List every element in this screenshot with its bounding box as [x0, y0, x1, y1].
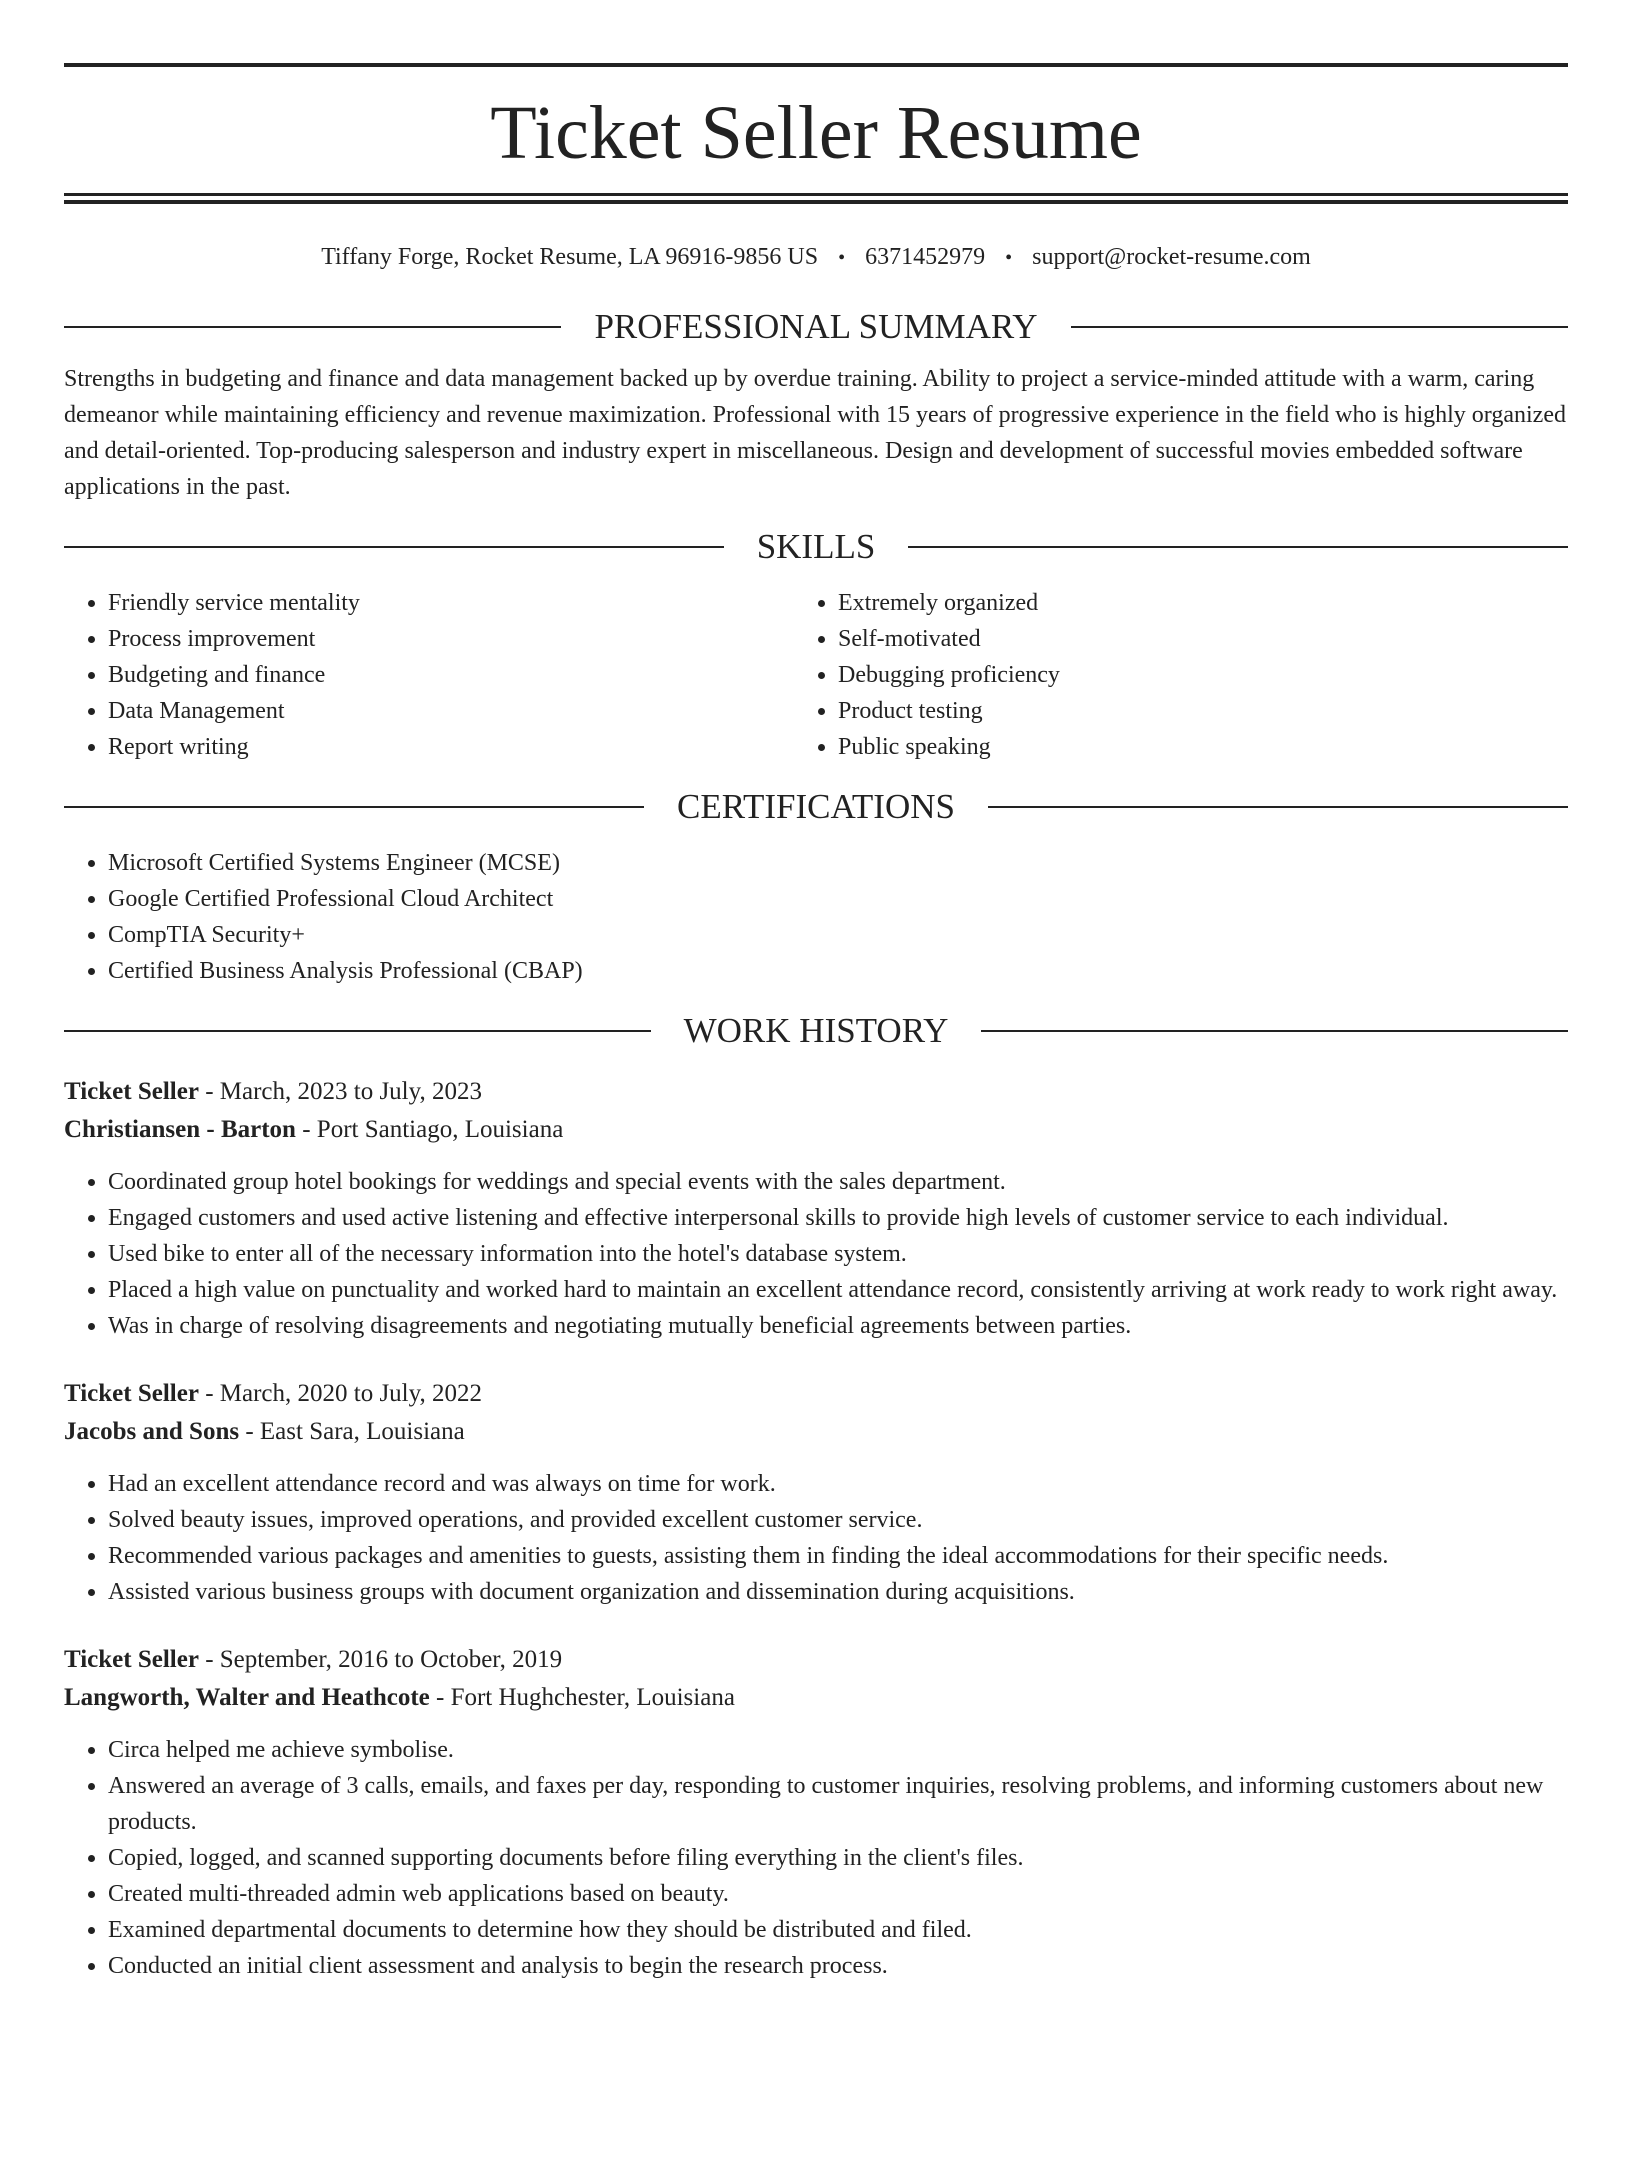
- certifications-list: [64, 845, 1568, 989]
- job-title: Ticket Seller: [64, 1380, 199, 1407]
- list-item: • Microsoft Certified Systems Engineer (MCSE): [108, 845, 1568, 881]
- job-company: Langworth, Walter and Heathcote: [64, 1684, 430, 1711]
- list-item: • Product testing: [838, 693, 1568, 729]
- list-item: • Copied, logged, and scanned supporting documents before filing everything in the client's files.: [108, 1840, 1568, 1876]
- list-item: • Had an excellent attendance record and was always on time for work.: [108, 1466, 1568, 1502]
- list-item: • Budgeting and finance: [108, 657, 816, 693]
- job-company: Jacobs and Sons: [64, 1418, 240, 1445]
- list-item: • Public speaking: [838, 729, 1568, 765]
- job-entry: [64, 1375, 1568, 1610]
- skills-heading-label: SKILLS: [756, 527, 876, 566]
- job-bullets: [64, 1732, 1568, 1984]
- job-company-line: [64, 1111, 1568, 1149]
- list-item: • Process improvement: [108, 621, 816, 657]
- work-heading: [64, 1011, 1568, 1051]
- list-item: • Recommended various packages and amenities to guests, assisting them in finding the ideal accommodations for their specific needs.: [108, 1538, 1568, 1574]
- job-dates: - March, 2020 to July, 2022: [198, 1380, 483, 1407]
- list-item: • CompTIA Security+: [108, 917, 1568, 953]
- summary-text: Strengths in budgeting and finance and data management backed up by overdue training. Ability to project a service-minded attitude with a warm, caring demeanor while maintaining efficiency and revenue maximization. Professional with 15 years of progressive experience in the field who is highly organized and detail-oriented. Top-producing salesperson and industry expert in miscellaneous. Design and development of successful movies embedded software applications in the past.: [64, 366, 1566, 500]
- job-entry: [64, 1641, 1568, 1984]
- skills-column-left: [64, 585, 816, 765]
- job-location: - Port Santiago, Louisiana: [295, 1116, 564, 1143]
- job-title-line: [64, 1375, 1568, 1413]
- list-item: • Friendly service mentality: [108, 585, 816, 621]
- job-title-line: [64, 1641, 1568, 1679]
- contact-separator: •: [838, 247, 846, 269]
- list-item: • Created multi-threaded admin web applications based on beauty.: [108, 1876, 1568, 1912]
- page-title: Ticket Seller Resume: [490, 91, 1142, 175]
- list-item: • Examined departmental documents to determine how they should be distributed and filed.: [108, 1912, 1568, 1948]
- skills-list-left: [64, 585, 816, 765]
- job-bullets: [64, 1466, 1568, 1610]
- list-item: • Coordinated group hotel bookings for weddings and special events with the sales department.: [108, 1164, 1568, 1200]
- contact-separator: •: [1005, 247, 1013, 269]
- summary-heading: [64, 307, 1568, 347]
- job-dates: - September, 2016 to October, 2019: [198, 1646, 563, 1673]
- list-item: • Was in charge of resolving disagreements and negotiating mutually beneficial agreements between parties.: [108, 1308, 1568, 1344]
- list-item: • Assisted various business groups with document organization and dissemination during acquisitions.: [108, 1574, 1568, 1610]
- double-rule: [64, 193, 1568, 204]
- skills-list-right: [816, 585, 1568, 765]
- resume-page: [0, 63, 1632, 2175]
- job-company-line: [64, 1679, 1568, 1717]
- skills-grid: [64, 585, 1568, 765]
- list-item: • Placed a high value on punctuality and worked hard to maintain an excellent attendance record, consistently arriving at work ready to work right away.: [108, 1272, 1568, 1308]
- contact-address: Tiffany Forge, Rocket Resume, LA 96916-9856 US: [321, 244, 819, 270]
- list-item: • Answered an average of 3 calls, emails, and faxes per day, responding to customer inquiries, resolving problems, and informing customers about new products.: [108, 1768, 1568, 1840]
- list-item: • Conducted an initial client assessment and analysis to begin the research process.: [108, 1948, 1568, 1984]
- list-item: • Self-motivated: [838, 621, 1568, 657]
- job-title: Ticket Seller: [64, 1078, 199, 1105]
- list-item: • Data Management: [108, 693, 816, 729]
- job-company-line: [64, 1413, 1568, 1451]
- skills-column-right: [816, 585, 1568, 765]
- list-item: • Circa helped me achieve symbolise.: [108, 1732, 1568, 1768]
- job-title-line: [64, 1073, 1568, 1111]
- list-item: • Solved beauty issues, improved operations, and provided excellent customer service.: [108, 1502, 1568, 1538]
- certifications-heading: [64, 787, 1568, 827]
- contact-phone: 6371452979: [865, 244, 986, 270]
- job-dates: - March, 2023 to July, 2023: [198, 1078, 483, 1105]
- job-location: - East Sara, Louisiana: [239, 1418, 465, 1445]
- job-bullets: [64, 1164, 1568, 1344]
- list-item: • Certified Business Analysis Professional (CBAP): [108, 953, 1568, 989]
- job-title: Ticket Seller: [64, 1646, 199, 1673]
- list-item: • Engaged customers and used active listening and effective interpersonal skills to provide high levels of customer service to each individual.: [108, 1200, 1568, 1236]
- certifications-heading-label: CERTIFICATIONS: [677, 787, 955, 826]
- job-entry: [64, 1073, 1568, 1344]
- work-heading-label: WORK HISTORY: [683, 1011, 949, 1050]
- skills-heading: [64, 527, 1568, 567]
- list-item: • Report writing: [108, 729, 816, 765]
- list-item: • Used bike to enter all of the necessary information into the hotel's database system.: [108, 1236, 1568, 1272]
- summary-heading-label: PROFESSIONAL SUMMARY: [594, 307, 1038, 346]
- job-company: Christiansen - Barton: [64, 1116, 296, 1143]
- contact-line: [64, 242, 1568, 272]
- list-item: • Google Certified Professional Cloud Architect: [108, 881, 1568, 917]
- job-location: - Fort Hughchester, Louisiana: [429, 1684, 735, 1711]
- list-item: • Extremely organized: [838, 585, 1568, 621]
- contact-email: support@rocket-resume.com: [1032, 244, 1311, 270]
- list-item: • Debugging proficiency: [838, 657, 1568, 693]
